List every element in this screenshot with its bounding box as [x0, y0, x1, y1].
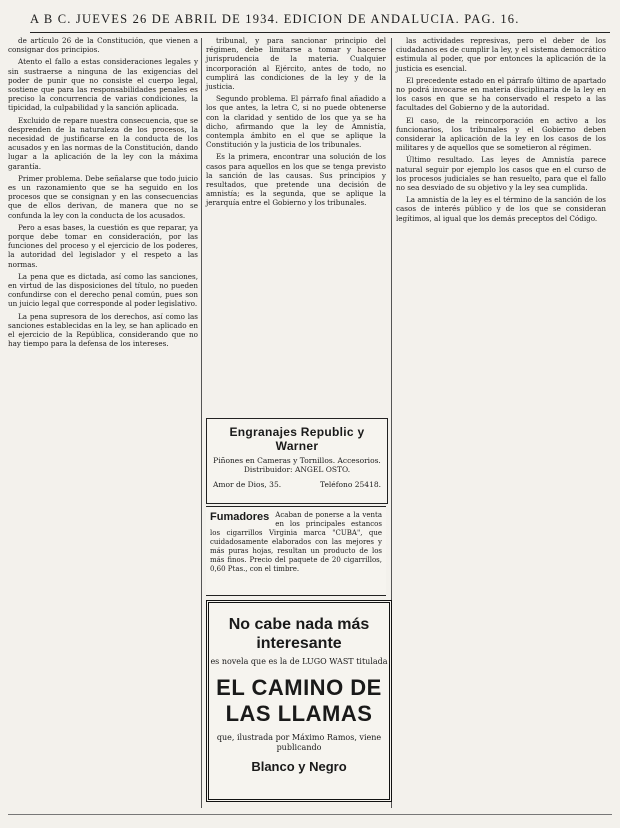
paragraph: Pero a esas bases, la cuestión es que reparar, ya porque debe tomar en consideración, por las funciones del proceso y el ejercicio de los poderes, la autoridad del legislador y el respeto a las normas.	[8, 222, 198, 269]
ad-title: Engranajes Republic y Warner	[229, 425, 365, 453]
advertisement-fumadores	[206, 506, 386, 596]
header-text: A B C. JUEVES 26 DE ABRIL DE 1934. EDICION DE ANDALUCIA. PAG. 16.	[30, 11, 520, 26]
ad-text: que, ilustrada por Máximo Ramos, viene publicando	[216, 733, 382, 752]
paragraph: de artículo 26 de la Constitución, que vienen a consignar dos principios.	[8, 36, 198, 55]
ad-text: es novela que es la de LUGO WAST titulada	[210, 657, 388, 666]
column-1	[8, 36, 198, 352]
paragraph: La pena que es dictada, así como las sanciones, en virtud de las disposiciones del título, no pueden confundirse con el derecho penal común, pues son un juicio legal que corresponde al poder legislativo.	[8, 271, 198, 309]
paragraph: Primer problema. Debe señalarse que todo juicio es un razonamiento que se ha seguido en los procesos que se consignan y en las consecuencias que de ellos derivan, de manera que no se confunda la ley con la conducta de los acusados.	[8, 173, 198, 220]
ad-headline: No cabe nada más interesante	[228, 616, 370, 652]
ad-body: Acaban de ponerse a la venta en los principales estancos los cigarrillos Virginia marca "CUBA", que cuidadosamente elaborados con las mejores y más puras hojas, resultan un producto de los más finos. Precio del paquete de 20 cigarrillos, 0,60 Ptas., con el timbre.	[210, 511, 382, 573]
paragraph: Atento el fallo a estas consideraciones legales y sin sustraerse a ninguna de las exigencias del poder de punir que no consiste el cuerpo legal, sostiene que para las responsabilidades penales es preciso la concurrencia de varias condiciones, la tipicidad, la culpabilidad y la sanción aplicada.	[8, 57, 198, 113]
paragraph: La pena supresora de los derechos, así como las sanciones establecidas en la ley, se han aplicado en el ejercicio de la República, considerando que no hay tiempo para la defensa de los intereses.	[8, 311, 198, 349]
page-header	[30, 6, 610, 33]
paragraph: Último resultado. Las leyes de Amnistía parece natural seguir por ejemplo los casos que en el curso de los procesos judiciales se han resuelto, para que el fallo no sea desviado de su objetivo y la ley sea cumplida.	[396, 155, 606, 193]
ad-contact	[213, 480, 381, 489]
paragraph: Segundo problema. El párrafo final añadido a los que antes, la letra C, si no puede obtenerse con la claridad y sentido de los que ya se ha dicho, afirmando que la ley de Amnistía, contempla ámbito en el que se aplique la Constitución y la justicia de los tribunales.	[206, 94, 386, 150]
paragraph: La amnistía de la ley es el término de la sanción de los casos de interés público y de los que se consideran legítimos, al igual que los demás preceptos del Código.	[396, 195, 606, 223]
ad-brand: Blanco y Negro	[251, 759, 347, 774]
column-2	[206, 36, 386, 211]
paragraph: las actividades represivas, pero el deber de los ciudadanos es de cumplir la ley, y el sistema democrático estimula al poder, que por entonces la aplicación de la justicia es esencial.	[396, 36, 606, 73]
column-3	[396, 36, 606, 226]
ad-title: EL CAMINO DE LAS LLAMAS	[216, 675, 382, 726]
ad-address: Amor de Dios, 35.	[213, 480, 282, 489]
paragraph: El caso, de la reincorporación en activo a los funcionarios, los tribunales y el Gobierno deben considerar la aplicación de la ley en los casos de los militares y de aquellos que se sometieron al régimen.	[396, 115, 606, 153]
paragraph: Es la primera, encontrar una solución de los casos para aquellos en los que se tenga previsto la sanción de las causas. Sus principios y resultados, que pretende una decisión de amnistía; es la segunda, que se aplique la jerarquía entre el Gobierno y los tribunales.	[206, 152, 386, 208]
column-divider	[201, 38, 202, 808]
paragraph: El precedente estado en el párrafo último de apartado no podrá invocarse en materia disciplinaria de la ley en los casos en que se ha conservado el respeto a las facultades del Gobierno y de la autoridad.	[396, 75, 606, 113]
ad-subtitle: Piñones en Cameras y Tornillos. Accesorios. Distribuidor: ANGEL OSTO.	[213, 456, 381, 474]
ad-title: Fumadores	[210, 511, 270, 523]
page-footer-rule	[8, 814, 612, 823]
ad-phone: Teléfono 25418.	[320, 480, 381, 489]
paragraph: tribunal, y para sancionar principio del régimen, debe limitarse a tomar y hacerse jurisprudencia de la materia. Cualquier incorporación al Ejército, antes de todo, no cumplirá las condiciones de la ley y de la justicia.	[206, 36, 386, 92]
advertisement-novela	[206, 600, 392, 802]
paragraph: Excluido de repare nuestra consecuencia, que se desprenden de la naturaleza de los procesos, la necesidad de justificarse en la conducta de los acusados y en las normas de la Constitución, dando lugar a la aplicación de la ley con la máxima garantía.	[8, 115, 198, 171]
advertisement-engranajes	[206, 418, 388, 504]
